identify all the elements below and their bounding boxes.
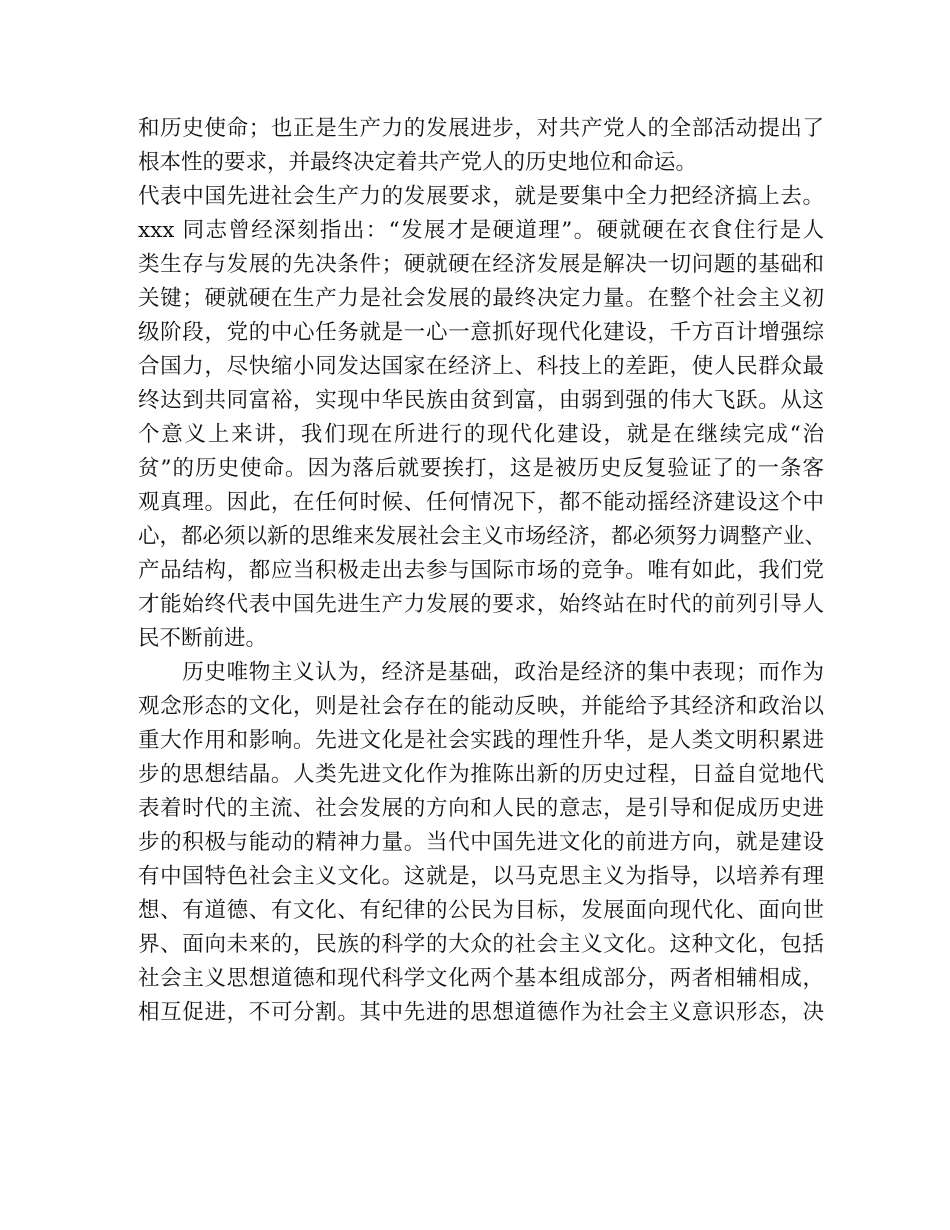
text-line: 才能始终代表中国先进生产力发展的要求，始终站在时代的前列引导人 (138, 592, 824, 617)
text-line: 表着时代的主流、社会发展的方向和人民的意志，是引导和促成历史进 (138, 796, 824, 821)
text-line: 相互促进，不可分割。其中先进的思想道德作为社会主义意识形态，决 (138, 1000, 824, 1025)
text-line: 关键；硬就硬在生产力是社会发展的最终决定力量。在整个社会主义初 (138, 286, 824, 311)
text-line: 民不断前进。 (138, 626, 268, 651)
text-line: 观真理。因此，在任何时候、任何情况下，都不能动摇经济建设这个中 (138, 490, 824, 515)
text-line: 社会主义思想道德和现代科学文化两个基本组成部分，两者相辅相成， (138, 966, 824, 991)
text-line: 根本性的要求，并最终决定着共产党人的历史地位和命运。 (138, 150, 698, 175)
text-line: 代表中国先进社会生产力的发展要求，就是要集中全力把经济搞上去。 (138, 184, 824, 209)
text-line: 类生存与发展的先决条件；硬就硬在经济发展是解决一切问题的基础和 (138, 252, 824, 277)
text-line: 观念形态的文化，则是社会存在的能动反映，并能给予其经济和政治以 (138, 694, 824, 719)
text-line: 终达到共同富裕，实现中华民族由贫到富，由弱到强的伟大飞跃。从这 (138, 388, 824, 413)
text-line: xxx 同志曾经深刻指出：“发展才是硬道理”。硬就硬在衣食住行是人 (138, 218, 824, 243)
text-line: 级阶段，党的中心任务就是一心一意抓好现代化建设，千方百计增强综 (138, 320, 824, 345)
text-line: 重大作用和影响。先进文化是社会实践的理性升华，是人类文明积累进 (138, 728, 824, 753)
text-line: 心，都必须以新的思维来发展社会主义市场经济，都必须努力调整产业、 (138, 524, 827, 549)
document-body-text (138, 112, 827, 1030)
text-line: 界、面向未来的，民族的科学的大众的社会主义文化。这种文化，包括 (138, 932, 824, 957)
text-line: 步的积极与能动的精神力量。当代中国先进文化的前进方向，就是建设 (138, 830, 824, 855)
text-line: 合国力，尽快缩小同发达国家在经济上、科技上的差距，使人民群众最 (138, 354, 824, 379)
text-line: 和历史使命；也正是生产力的发展进步，对共产党人的全部活动提出了 (138, 116, 824, 141)
text-line: 贫”的历史使命。因为落后就要挨打，这是被历史反复验证了的一条客 (138, 456, 824, 481)
text-line: 个意义上来讲，我们现在所进行的现代化建设，就是在继续完成“治 (138, 422, 824, 447)
text-line: 历史唯物主义认为，经济是基础，政治是经济的集中表现；而作为 (138, 660, 824, 685)
text-line: 想、有道德、有文化、有纪律的公民为目标，发展面向现代化、面向世 (138, 898, 824, 923)
text-line: 步的思想结晶。人类先进文化作为推陈出新的历史过程，日益自觉地代 (138, 762, 824, 787)
text-line: 产品结构，都应当积极走出去参与国际市场的竞争。唯有如此，我们党 (138, 558, 824, 583)
text-line: 有中国特色社会主义文化。这就是，以马克思主义为指导，以培养有理 (138, 864, 824, 889)
